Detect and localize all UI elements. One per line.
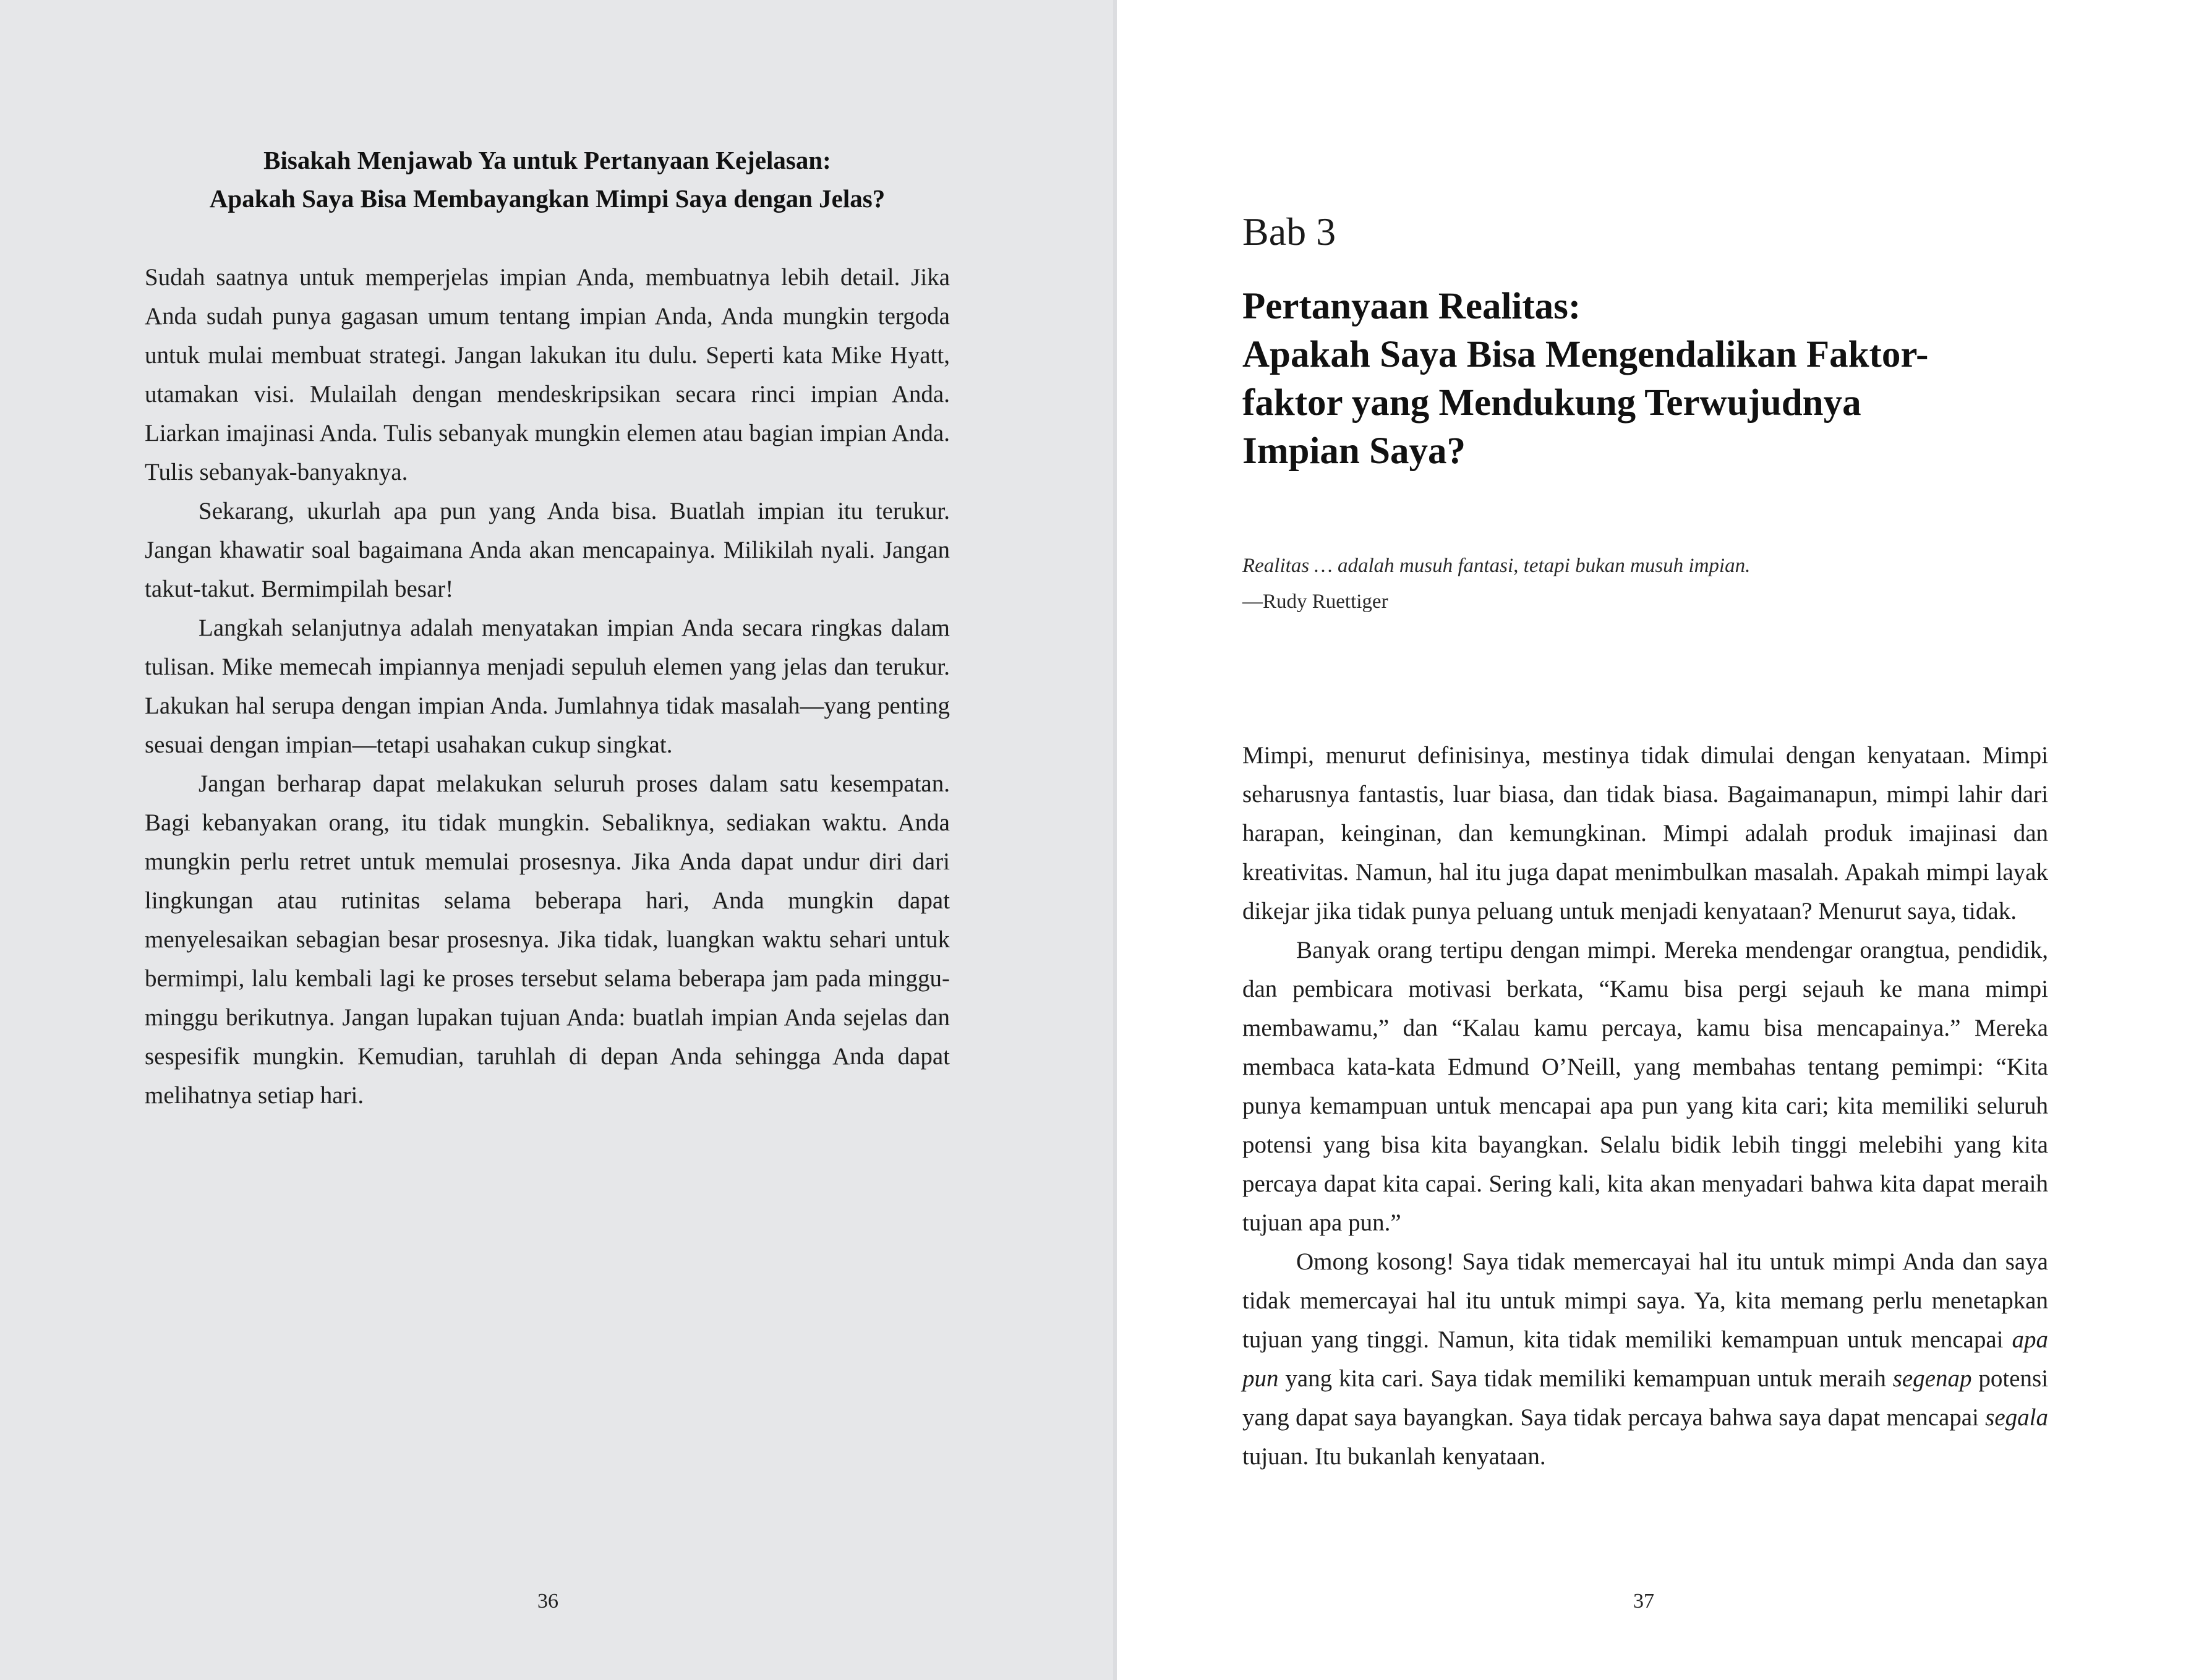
chapter-title-line-2: Apakah Saya Bisa Mengendalikan Faktor- — [1242, 334, 1929, 375]
chapter-header — [1242, 207, 2048, 620]
chapter-title-line-1: Pertanyaan Realitas: — [1242, 286, 1581, 327]
section-heading — [145, 141, 950, 218]
emphasized-text: segala — [1985, 1404, 2048, 1431]
page-number-left: 36 — [537, 1590, 558, 1613]
epigraph-author: —Rudy Ruettiger — [1242, 591, 1388, 613]
chapter-title — [1242, 283, 2048, 475]
paragraph: Mimpi, menurut definisinya, mestinya tidak dimulai dengan kenyataan. Mimpi seharusnya fantastis, luar biasa, dan tidak biasa. Bagaimanapun, mimpi lahir dari harapan, keinginan, dan kemungkinan. Mimpi adalah produk imajinasi dan kreativitas. Namun, hal itu juga dapat menimbulkan masalah. Apakah mimpi layak dikejar jika tidak punya peluang untuk menjadi kenyataan? Menurut saya, tidak. — [1242, 742, 2048, 924]
book-spine-divider — [1113, 0, 1117, 1680]
left-page-content — [145, 141, 950, 1115]
paragraph-with-emphasis — [1242, 1242, 2048, 1476]
right-page-body — [1242, 736, 2048, 1476]
paragraph: Jangan berharap dapat melakukan seluruh proses dalam satu kesempatan. Bagi kebanyakan orang, itu tidak mungkin. Sebaliknya, sediakan waktu. Anda mungkin perlu retret untuk memulai prosesnya. Jika Anda dapat undur diri dari lingkungan atau rutinitas selama beberapa hari, Anda mungkin dapat menyelesaikan sebagian besar prosesnya. Jika tidak, luangkan waktu sehari untuk bermimpi, lalu kembali lagi ke proses tersebut selama beberapa jam pada minggu-minggu berikutnya. Jangan lupakan tujuan Anda: buatlah impian Anda sejelas dan sespesifik mungkin. Kemudian, taruhlah di depan Anda sehingga Anda dapat melihatnya setiap hari. — [145, 770, 950, 1109]
epigraph-quote: Realitas … adalah musuh fantasi, tetapi bukan musuh impian. — [1242, 555, 1751, 577]
chapter-title-line-4: Impian Saya? — [1242, 430, 1466, 472]
paragraph: Langkah selanjutnya adalah menyatakan impian Anda secara ringkas dalam tulisan. Mike memecah impiannya menjadi sepuluh elemen yang jelas dan terukur. Lakukan hal serupa dengan impian Anda. Jumlahnya tidak masalah—yang penting sesuai dengan impian—tetapi usahakan cukup singkat. — [145, 615, 950, 758]
text-segment: potensi yang dapat saya bayangkan. Saya tidak percaya bahwa saya dapat mencapai — [1242, 1365, 2048, 1431]
page-number-right: 37 — [1633, 1590, 1654, 1613]
emphasized-text: apa pun — [1242, 1326, 2048, 1392]
text-segment: yang kita cari. Saya tidak memiliki kemampuan untuk meraih — [1278, 1365, 1893, 1392]
text-segment: Omong kosong! Saya tidak memercayai hal itu untuk mimpi Anda dan saya tidak memercayai hal itu untuk mimpi saya. Ya, kita memang perlu menetapkan tujuan yang tinggi. Namun, kita tidak memiliki kemampuan untuk mencapai — [1242, 1248, 2048, 1353]
paragraph: Banyak orang tertipu dengan mimpi. Mereka mendengar orangtua, pendidik, dan pembicara motivasi berkata, “Kamu bisa pergi sejauh ke mana mimpi membawamu,” dan “Kalau kamu percaya, kamu bisa mencapainya.” Mereka membaca kata-kata Edmund O’Neill, yang membahas tentang pemimpi: “Kita punya kemampuan untuk mencapai apa pun yang kita cari; kita memiliki seluruh potensi yang bisa kita bayangkan. Selalu bidik lebih tinggi melebihi yang kita percaya dapat kita capai. Sering kali, kita akan menyadari bahwa kita dapat meraih tujuan apa pun.” — [1242, 937, 2048, 1236]
epigraph — [1242, 548, 2048, 620]
paragraph: Sekarang, ukurlah apa pun yang Anda bisa. Buatlah impian itu terukur. Jangan khawatir soal bagaimana Anda akan mencapainya. Milikilah nyali. Jangan takut-takut. Bermimpilah besar! — [145, 498, 950, 602]
section-heading-line-1: Bisakah Menjawab Ya untuk Pertanyaan Kejelasan: — [263, 146, 831, 174]
chapter-label: Bab 3 — [1242, 210, 1336, 254]
paragraph: Sudah saatnya untuk memperjelas impian Anda, membuatnya lebih detail. Jika Anda sudah punya gagasan umum tentang impian Anda, Anda mungkin tergoda untuk mulai membuat strategi. Jangan lakukan itu dulu. Seperti kata Mike Hyatt, utamakan visi. Mulailah dengan mendeskripsikan secara rinci impian Anda. Liarkan imajinasi Anda. Tulis sebanyak mungkin elemen atau bagian impian Anda. Tulis sebanyak-banyaknya. — [145, 264, 950, 485]
chapter-title-line-3: faktor yang Mendukung Terwujudnya — [1242, 382, 1861, 424]
emphasized-text: segenap — [1892, 1365, 1972, 1392]
section-heading-line-2: Apakah Saya Bisa Membayangkan Mimpi Saya dengan Jelas? — [209, 184, 886, 213]
text-segment: tujuan. Itu bukanlah kenyataan. — [1242, 1443, 1546, 1470]
